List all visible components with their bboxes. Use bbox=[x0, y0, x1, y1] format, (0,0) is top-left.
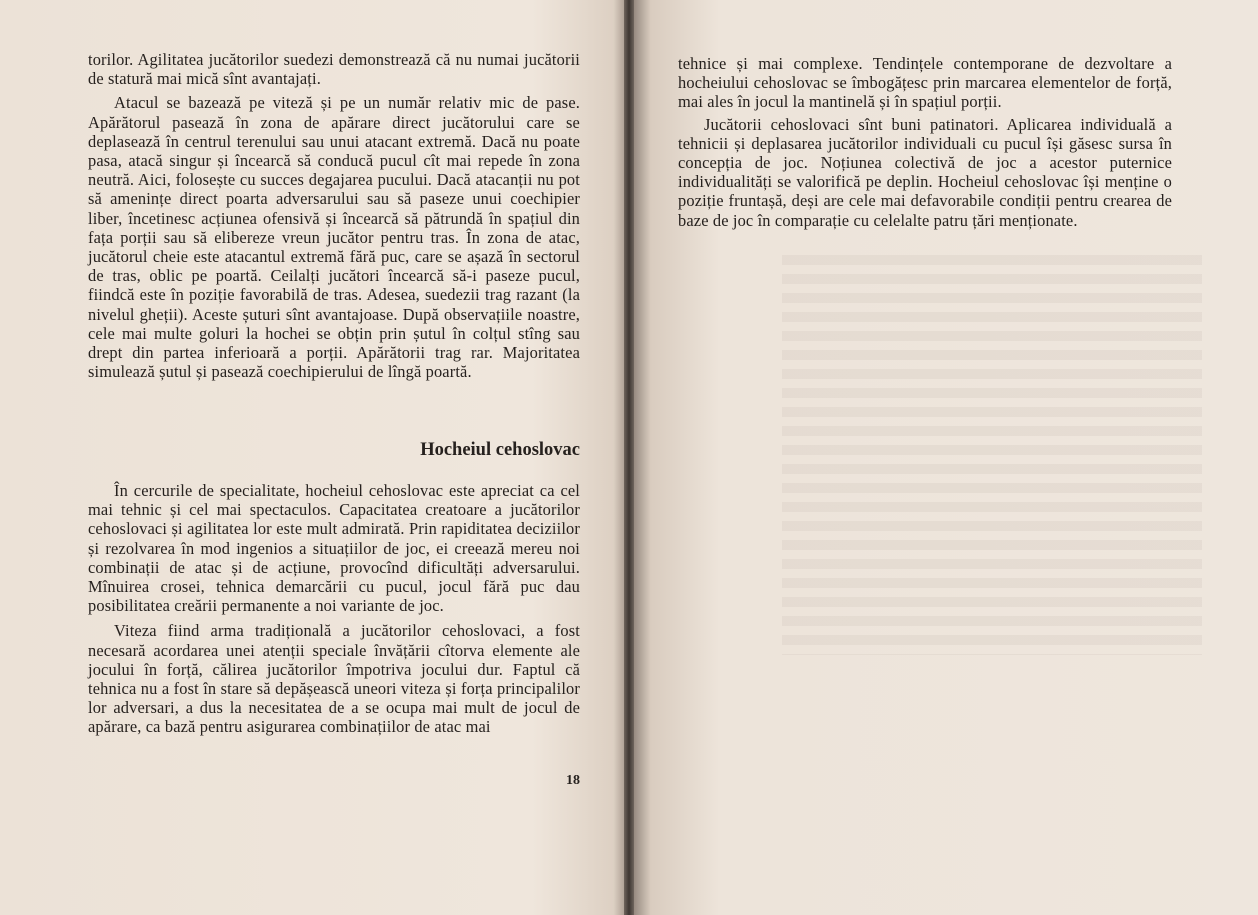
paragraph: tehnice și mai complexe. Tendințele contemporane de dezvoltare a hocheiului cehoslovac se îmbogățesc prin marcarea elementelor de forță, mai ales în jocul la mantinelă și în spațiul porții. bbox=[678, 54, 1172, 112]
right-text bbox=[678, 54, 1172, 230]
paragraph: Atacul se bazează pe viteză și pe un număr relativ mic de pase. Apărătorul pasează în zona de apărare direct jucătorului care se deplasează în centrul terenului sau unui atacant extremă. Dacă nu poate pasa, atacă singur și încearcă să conducă pucul cît mai repede în zona neutră. Aici, folosește cu succes degajarea pucului. Dacă atacanții nu pot să amenințe direct poarta adversarului sau să paseze unui coechipier liber, încetinesc acțiunea ofensivă și încearcă să pătrundă în spațiul din fața porții sau să elibereze vreun jucător pentru tras. În zona de atac, jucătorul cheie este atacantul extremă fără puc, care se așază în sectorul de tras, oblic pe poartă. Ceilalți jucători încearcă să-i paseze pucul, fiindcă este în poziție favorabilă de tras. Adesea, suedezii trag razant (la nivelul gheții). Aceste șuturi sînt avantajoase. După observațiile noastre, cele mai multe goluri la hochei se obțin prin șutul în colțul stîng sau drept din partea inferioară a porții. Apărătorii trag rar. Majoritatea simulează șutul și pasează coechipierului de lîngă poartă. bbox=[88, 93, 580, 382]
paragraph: Jucătorii cehoslovaci sînt buni patinatori. Aplicarea individuală a tehnicii și deplasarea jucătorilor individuali cu pucul își găsesc sursa în concepția de joc. Noțiunea colectivă de joc a acestor puternice individualități se valorifică pe deplin. Hocheiul cehoslovac își menține o poziție fruntașă, deși are cele mai defavorabile condiții pentru crearea de baze de joc în comparație cu celelalte patru țări menționate. bbox=[678, 114, 1172, 230]
right-page bbox=[632, 0, 1258, 915]
paragraph: torilor. Agilitatea jucătorilor suedezi demonstrează că nu numai jucătorii de statură mai mică sînt avantajați. bbox=[88, 50, 580, 89]
paragraph: Viteza fiind arma tradițională a jucătorilor cehoslovaci, a fost necesară acordarea unei atenții speciale învățării cîtorva elemente ale jocului în forță, călirea jucătorilor împotriva jocului dur. Faptul că tehnica nu a fost în stare să depășească uneori viteza și forța principalilor lor adversari, a dus la necesitatea de a se ocupa mai mult de jocul de apărare, ca bază pentru asigurarea combinațiilor de atac mai bbox=[88, 621, 580, 737]
left-page bbox=[0, 0, 626, 915]
left-top-text bbox=[88, 50, 580, 381]
show-through-texture bbox=[782, 255, 1202, 655]
left-bottom-text bbox=[88, 481, 580, 737]
page-number: 18 bbox=[566, 773, 580, 788]
section-heading: Hocheiul cehoslovac bbox=[420, 440, 580, 460]
paragraph: În cercurile de specialitate, hocheiul cehoslovac este apreciat ca cel mai tehnic și cel mai spectaculos. Capacitatea creatoare a jucătorilor cehoslovaci și agilitatea lor este mult admirată. Prin rapiditatea deciziilor și rezolvarea în mod ingenios a situațiilor de joc, ei creează mereu noi combinații de atac și de acțiune, provocînd dificultăți adversarului. Mînuirea crosei, tehnica demarcării cu pucul, jocul fără puc dau posibilitatea creării permanente a noi variante de joc. bbox=[88, 481, 580, 616]
book-gutter bbox=[624, 0, 634, 915]
